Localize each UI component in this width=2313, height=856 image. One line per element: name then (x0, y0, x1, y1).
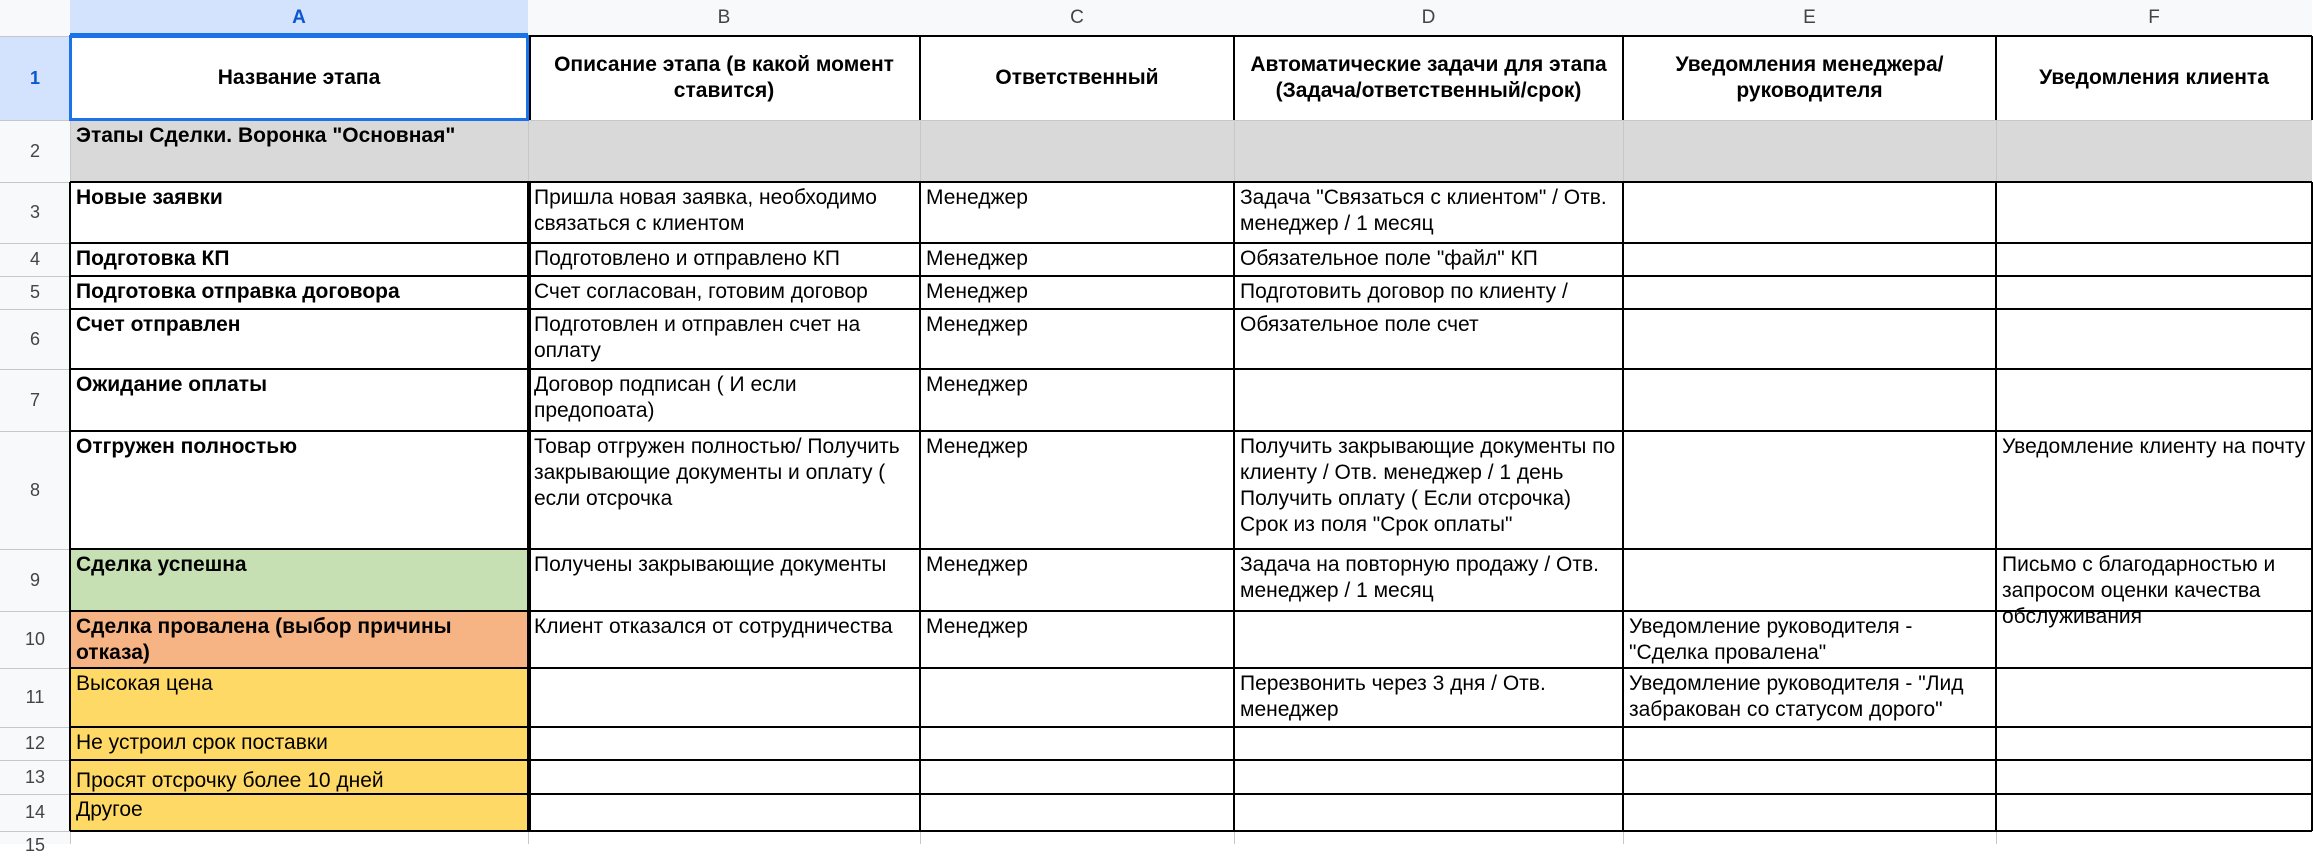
row-header-12[interactable]: 12 (0, 727, 70, 760)
stage-responsible-cell[interactable]: Менеджер (926, 280, 1028, 303)
section-title-cell[interactable]: Этапы Сделки. Воронка "Основная" (76, 124, 456, 147)
reason-responsible-cell[interactable] (920, 794, 1234, 831)
stage-tasks-cell[interactable] (1234, 611, 1623, 668)
stage-description-cell[interactable]: Товар отгружен полностью/ Получить закрывающие документы и оплату ( если отсрочка (534, 435, 900, 510)
header-cell-c[interactable]: Ответственный (995, 66, 1159, 89)
stage-responsible-cell[interactable]: Менеджер (926, 615, 1028, 638)
header-cell-f[interactable]: Уведомления клиента (2039, 66, 2269, 89)
column-header-b[interactable]: B (528, 0, 920, 36)
header-cell-a[interactable]: Название этапа (217, 66, 381, 89)
reason-tasks-cell[interactable] (1234, 760, 1623, 794)
header-cell-b[interactable]: Описание этапа (в какой момент ставится) (554, 53, 894, 102)
stage-manager-notify-cell[interactable] (1623, 309, 1996, 369)
stage-manager-notify-cell[interactable] (1623, 549, 1996, 611)
stage-name-cell[interactable]: Подготовка отправка договора (76, 280, 400, 303)
row-header-3[interactable]: 3 (0, 182, 70, 243)
stage-responsible-cell[interactable]: Менеджер (926, 373, 1028, 396)
row-header-1[interactable]: 1 (0, 36, 70, 120)
reason-description-cell[interactable] (528, 727, 920, 760)
reason-name-cell[interactable]: Не устроил срок поставки (76, 731, 328, 754)
row-header-13[interactable]: 13 (0, 760, 70, 794)
stage-name-cell[interactable]: Сделка успешна (76, 553, 247, 576)
reason-client-notify-cell[interactable] (1996, 668, 2312, 727)
stage-client-notify-cell[interactable]: Уведомление клиенту на почту (2002, 435, 2306, 458)
stage-client-notify-cell[interactable] (1996, 611, 2312, 668)
row-header-11[interactable]: 11 (0, 668, 70, 727)
stage-name-cell[interactable]: Подготовка КП (76, 247, 230, 270)
stage-description-cell[interactable]: Получены закрывающие документы (534, 553, 887, 576)
stage-tasks-cell[interactable] (1234, 369, 1623, 431)
stage-tasks-cell[interactable]: Обязательное поле счет (1240, 313, 1479, 336)
stage-tasks-cell[interactable]: Обязательное поле "файл" КП (1240, 247, 1538, 270)
reason-responsible-cell[interactable] (920, 760, 1234, 794)
column-header-c[interactable]: C (920, 0, 1234, 36)
stage-description-cell[interactable]: Клиент отказался от сотрудничества (534, 615, 893, 638)
stage-tasks-cell[interactable]: Задача "Связаться с клиентом" / Отв. менеджер / 1 месяц (1240, 186, 1607, 235)
stage-description-cell[interactable]: Договор подписан ( И если предопоата) (534, 373, 797, 422)
row-header-7[interactable]: 7 (0, 369, 70, 431)
reason-manager-notify-cell[interactable] (1623, 760, 1996, 794)
stage-description-cell[interactable]: Подготовлено и отправлено КП (534, 247, 840, 270)
reason-name-cell[interactable]: Высокая цена (76, 672, 213, 695)
stage-responsible-cell[interactable]: Менеджер (926, 553, 1028, 576)
column-header-f[interactable]: F (1996, 0, 2312, 36)
reason-description-cell[interactable] (528, 760, 920, 794)
reason-description-cell[interactable] (528, 794, 920, 831)
stage-client-notify-cell[interactable] (1996, 182, 2312, 243)
stage-responsible-cell[interactable]: Менеджер (926, 435, 1028, 458)
reason-description-cell[interactable] (528, 668, 920, 727)
row-header-9[interactable]: 9 (0, 549, 70, 611)
reason-responsible-cell[interactable] (920, 727, 1234, 760)
row-header-5[interactable]: 5 (0, 276, 70, 309)
column-header-e[interactable]: E (1623, 0, 1996, 36)
stage-responsible-cell[interactable]: Менеджер (926, 247, 1028, 270)
reason-name-cell[interactable]: Просят отсрочку более 10 дней (76, 769, 384, 792)
select-all-corner[interactable] (0, 0, 70, 36)
reason-client-notify-cell[interactable] (1996, 727, 2312, 760)
reason-tasks-cell[interactable]: Перезвонить через 3 дня / Отв. менеджер (1240, 672, 1546, 721)
stage-name-cell[interactable]: Счет отправлен (76, 313, 241, 336)
reason-tasks-cell[interactable] (1234, 794, 1623, 831)
column-header-a[interactable]: A (70, 0, 528, 36)
reason-client-notify-cell[interactable] (1996, 760, 2312, 794)
stage-client-notify-cell[interactable]: Письмо с благодарностью и запросом оценки качества обслуживания (2002, 553, 2276, 628)
stage-manager-notify-cell[interactable] (1623, 369, 1996, 431)
stage-tasks-cell[interactable]: Задача на повторную продажу / Отв. менеджер / 1 месяц (1240, 553, 1599, 602)
row-header-14[interactable]: 14 (0, 794, 70, 831)
header-cell-d[interactable]: Автоматические задачи для этапа (Задача/ответственный/срок) (1250, 53, 1607, 102)
reason-client-notify-cell[interactable] (1996, 794, 2312, 831)
reason-manager-notify-cell[interactable] (1623, 794, 1996, 831)
stage-name-cell[interactable]: Ожидание оплаты (76, 373, 267, 396)
stage-client-notify-cell[interactable] (1996, 243, 2312, 276)
reason-manager-notify-cell[interactable]: Уведомление руководителя - "Лид забракован со статусом дорого" (1629, 672, 1964, 721)
stage-manager-notify-cell[interactable]: Уведомление руководителя - "Сделка провалена" (1629, 615, 1913, 664)
reason-tasks-cell[interactable] (1234, 727, 1623, 760)
stage-tasks-cell[interactable]: Получить закрывающие документы по клиенту / Отв. менеджер / 1 день Получить оплату ( Если отсрочка) Срок из поля "Срок оплаты" (1240, 435, 1616, 536)
row-header-8[interactable]: 8 (0, 431, 70, 549)
stage-tasks-cell[interactable]: Подготовить договор по клиенту / (1240, 280, 1568, 303)
stage-description-cell[interactable]: Подготовлен и отправлен счет на оплату (534, 313, 861, 362)
column-header-d[interactable]: D (1234, 0, 1623, 36)
stage-manager-notify-cell[interactable] (1623, 182, 1996, 243)
header-cell-e[interactable]: Уведомления менеджера/руководителя (1675, 53, 1944, 102)
stage-description-cell[interactable]: Счет согласован, готовим договор (534, 280, 868, 303)
row-header-6[interactable]: 6 (0, 309, 70, 369)
selected-cell-a1[interactable] (69, 35, 529, 121)
stage-responsible-cell[interactable]: Менеджер (926, 186, 1028, 209)
stage-client-notify-cell[interactable] (1996, 369, 2312, 431)
stage-manager-notify-cell[interactable] (1623, 276, 1996, 309)
stage-name-cell[interactable]: Отгружен полностью (76, 435, 298, 458)
reason-responsible-cell[interactable] (920, 668, 1234, 727)
stage-manager-notify-cell[interactable] (1623, 243, 1996, 276)
stage-client-notify-cell[interactable] (1996, 309, 2312, 369)
reason-manager-notify-cell[interactable] (1623, 727, 1996, 760)
row-header-2[interactable]: 2 (0, 120, 70, 182)
reason-name-cell[interactable]: Другое (76, 798, 143, 821)
stage-client-notify-cell[interactable] (1996, 276, 2312, 309)
stage-name-cell[interactable]: Сделка провалена (выбор причины отказа) (76, 615, 452, 664)
stage-manager-notify-cell[interactable] (1623, 431, 1996, 549)
stage-description-cell[interactable]: Пришла новая заявка, необходимо связаться с клиентом (534, 186, 877, 235)
row-header-15[interactable]: 15 (0, 831, 70, 844)
stage-responsible-cell[interactable]: Менеджер (926, 313, 1028, 336)
row-header-4[interactable]: 4 (0, 243, 70, 276)
stage-name-cell[interactable]: Новые заявки (76, 186, 223, 209)
row-header-10[interactable]: 10 (0, 611, 70, 668)
